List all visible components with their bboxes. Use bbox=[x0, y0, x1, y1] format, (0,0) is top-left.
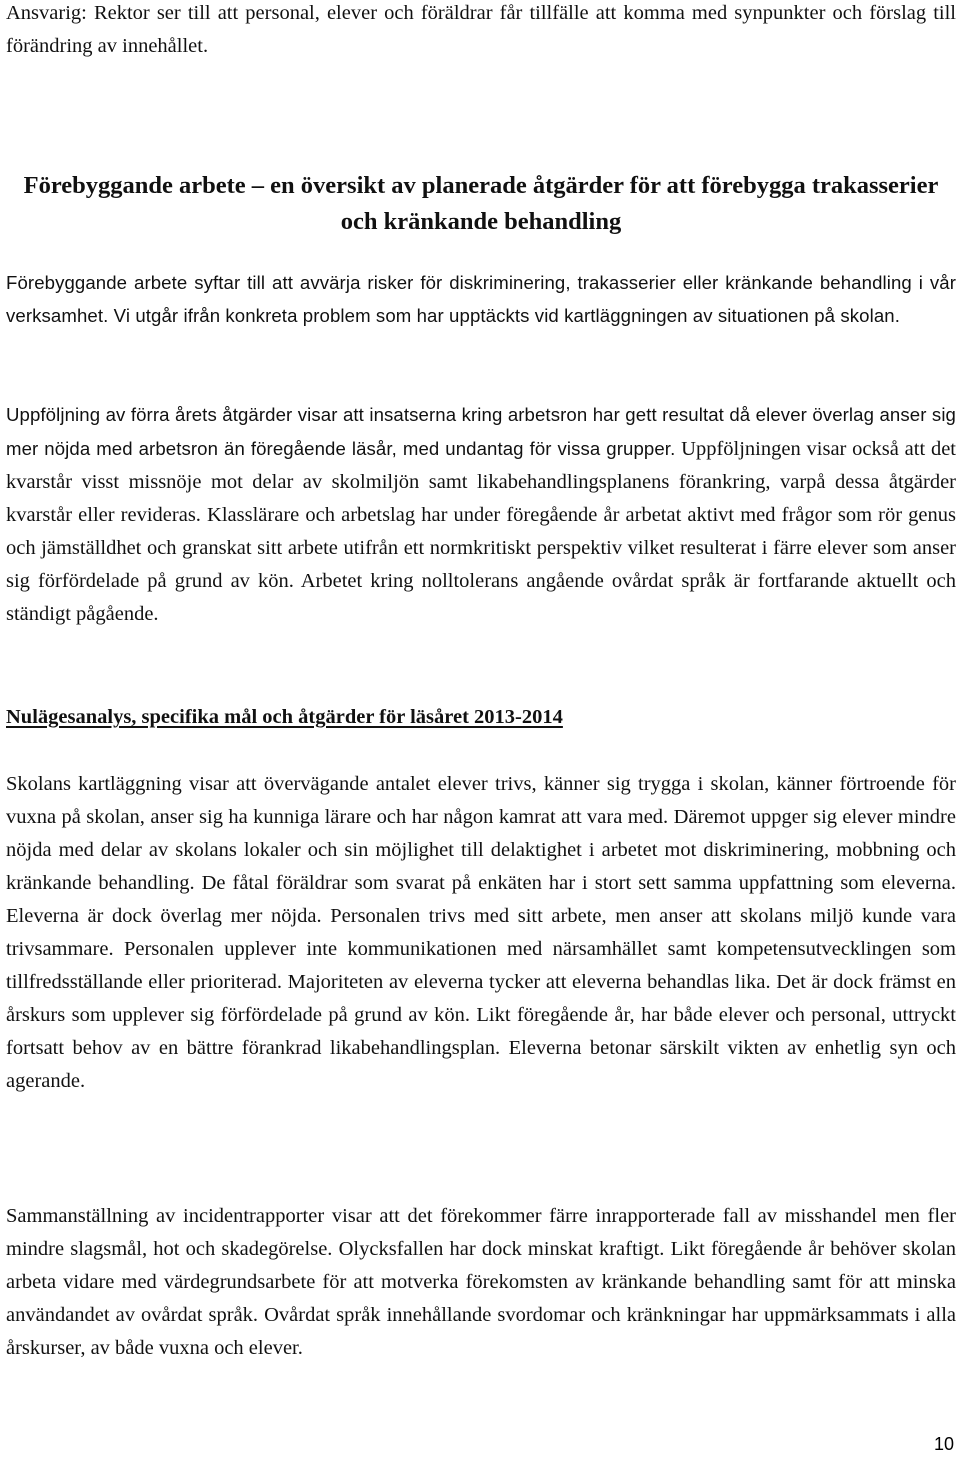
preventive-work-paragraph bbox=[6, 266, 956, 332]
page-number: 10 bbox=[933, 1434, 954, 1454]
followup-paragraph bbox=[6, 398, 956, 631]
analysis-heading: Nulägesanalys, specifika mål och åtgärder för läsåret 2013-2014 bbox=[6, 706, 563, 728]
followup-sentence-1: Uppföljning av förra årets åtgärder visar att insatserna kring arbetsron har gett resultat då elever överlag anser sig mer nöjda med arbetsron än föregående läsår, med undantag för vissa grupper. bbox=[6, 404, 956, 459]
incident-paragraph: Sammanställning av incidentrapporter visar att det förekommer färre inrapporterade fall av misshandel men fler mindre slagsmål, hot och skadegörelse. Olycksfallen har dock minskat kraftigt. Likt föregående år behöver skolan arbeta vidare med värdegrundsarbete för att motverka förekomsten av kränkande behandling samt för att minska användandet av ovårdat språk. Ovårdat språk innehållande svordomar och kränkningar har uppmärksammats i alla årskurser, av både vuxna och elever. bbox=[6, 1205, 956, 1359]
survey-paragraph: Skolans kartläggning visar att övervägande antalet elever trivs, känner sig trygga i skolan, känner förtroende för vuxna på skolan, anser sig ha kunniga lärare och har någon kamrat att vara med. Däremot uppger sig elever mindre nöjda med delar av skolans lokaler och sin möjlighet till delaktighet i arbetet mot diskriminering, mobbning och kränkande behandling. De fåtal föräldrar som svarat på enkäten har i stort sett samma uppfattning som eleverna. Eleverna är dock överlag mer nöjda. Personalen trivs med sitt arbete, men anser att skolans miljö kunde vara trivsammare. Personalen upplever inte kommunikationen med närsamhället samt kompetensutvecklingen som tillfredsställande eller prioriterad. Majoriteten av eleverna tycker att eleverna behandlas lika. Det är dock främst en årskurs som upplever sig förfördelade på grund av kön. Likt föregående år, har både elever och personal, uttryckt fortsatt behov av en bättre förankrad likabehandlingsplan. Eleverna betonar särskilt vikten av enhetlig syn och agerande. bbox=[6, 773, 956, 1092]
preventive-sentence-2: Vi utgår ifrån konkreta problem som har upptäckts vid kartläggningen av situationen på skolan. bbox=[113, 305, 900, 326]
section-heading: Förebyggande arbete – en översikt av planerade åtgärder för att förebygga trakasserier och kränkande behandling bbox=[23, 172, 939, 235]
followup-rest: Uppföljningen visar också att det kvarstår visst missnöje mot delar av skolmiljön samt likabehandlingsplanens förankring, varpå dessa åtgärder kvarstår eller revideras. Klasslärare och arbetslag har under föregående år arbetat aktivt med frågor som rör genus och jämställdhet och granskat sitt arbete utifrån ett normkritiskt perspektiv vilket resulterat i färre elever som anser sig förfördelade på grund av kön. Arbetet kring nolltolerans angående ovårdat språk är fortfarande aktuellt och ständigt pågående. bbox=[6, 438, 956, 625]
preventive-sentence-1: Förebyggande arbete syftar till att avvärja risker för diskriminering, trakasserier eller kränkande behandling i vår verksamhet. bbox=[6, 272, 956, 326]
responsibility-paragraph: Ansvarig: Rektor ser till att personal, elever och föräldrar får tillfälle att komma med synpunkter och förslag till förändring av innehållet. bbox=[6, 2, 956, 57]
